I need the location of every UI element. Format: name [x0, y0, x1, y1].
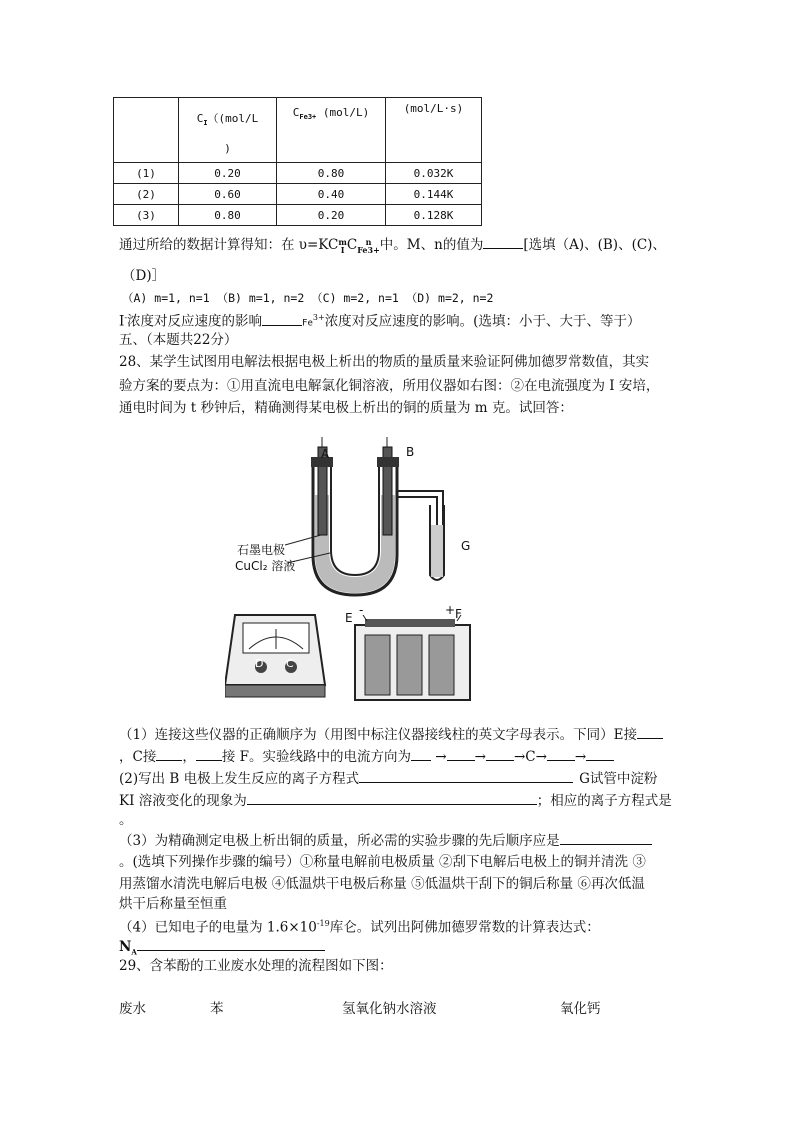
- cell-ci: 0.80: [179, 205, 277, 226]
- apparatus-figure: [225, 435, 500, 715]
- part3-line2: 。(选填下列操作步骤的编号）①称量电解前电极质量 ②刮下电解后电极上的铜并清洗 ③: [119, 854, 646, 870]
- answer-blank[interactable]: [359, 768, 573, 783]
- label-f: F: [455, 607, 462, 621]
- part2-line1: (2)写出 B 电极上发生反应的离子方程式 G试管中淀粉: [119, 768, 657, 789]
- flow-label-3: 氢氧化钠水溶液: [342, 1001, 437, 1017]
- table-row: [114, 184, 482, 205]
- answer-blank[interactable]: [156, 746, 182, 761]
- row-number: (1): [114, 163, 179, 184]
- q28-intro-2: 验方案的要点为：①用直流电电解氯化铜溶液，所用仪器如右图：②在电流强度为 I 安培，: [119, 378, 660, 394]
- options-line: （A) m=1, n=1 （B) m=1, n=2 （C) m=2, n=1 （D) m=2, n=2: [122, 291, 494, 305]
- cell-rate: 0.144K: [386, 184, 482, 205]
- label-b: B: [406, 445, 415, 459]
- answer-blank[interactable]: [196, 746, 222, 761]
- flow-label-1: 废水: [119, 1001, 146, 1017]
- label-a: A: [321, 447, 330, 461]
- table-header-ci: $C_I((mol/L$ ): [179, 98, 277, 163]
- table-header-rate: (mol/L·s): [386, 98, 482, 163]
- table-header-empty: [114, 98, 179, 163]
- label-g: G: [461, 539, 471, 553]
- part3-line3: 用蒸馏水清洗电解后电极 ④低温烘干电极后称量 ⑤低温烘干刮下的铜后称量 ⑥再次低温: [119, 876, 645, 892]
- apparatus-drawing: [225, 435, 500, 715]
- label-c: C: [286, 657, 294, 670]
- answer-blank[interactable]: [486, 746, 514, 761]
- part4-line2: $N_A$: [119, 936, 325, 963]
- flow-label-4: 氧化钙: [560, 1001, 601, 1017]
- label-e: E: [345, 611, 353, 625]
- label-electrode: 石墨电极: [237, 543, 286, 557]
- compare-sentence: I-浓度对反应速度的影响 $Fe^{3+}$浓度对反应速度的影响。(选填：小于、大于、等于）: [119, 308, 640, 334]
- label-minus: -: [359, 603, 364, 617]
- calc-sentence: 通过所给的数据计算得知：在 υ=KCm I C n Fe3+中。M、n的值为 [选填（A)、(B)、(C)、: [119, 234, 666, 255]
- label-plus: +: [445, 603, 456, 617]
- cell-rate: 0.128K: [386, 205, 482, 226]
- part4-line1: （4）已知电子的电量为 $1.6\times 10^{-19}$库仑。试列出阿佛加德罗常数的计算表达式：: [119, 919, 600, 936]
- calc-choice-cont: （D)］: [122, 268, 166, 284]
- answer-blank[interactable]: [262, 311, 302, 326]
- part1-line1: （1）连接这些仪器的正确顺序为（用图中标注仪器接线柱的英文字母表示。下同）E接: [119, 724, 663, 745]
- q29-title: 29、含苯酚的工业废水处理的流程图如下图：: [119, 958, 393, 974]
- cell-cfe: 0.40: [277, 184, 386, 205]
- part2-line2: KI 溶液变化的现象为 ；相应的离子方程式是: [119, 790, 672, 811]
- answer-blank[interactable]: [447, 746, 475, 761]
- cell-ci: 0.20: [179, 163, 277, 184]
- answer-blank[interactable]: [586, 746, 614, 761]
- rate-data-table: [113, 97, 482, 226]
- cell-cfe: 0.20: [277, 205, 386, 226]
- answer-blank[interactable]: [547, 746, 575, 761]
- answer-blank[interactable]: [560, 830, 652, 845]
- row-number: (2): [114, 184, 179, 205]
- part3-line1: （3）为精确测定电极上析出铜的质量，所必需的实验步骤的先后顺序应是: [119, 830, 652, 851]
- part2-line3: 。: [119, 812, 133, 828]
- cell-ci: 0.60: [179, 184, 277, 205]
- table-header-cfe: $C_{Fe3+}$ (mol/L): [277, 98, 386, 163]
- answer-blank[interactable]: [483, 234, 523, 249]
- table-row: [114, 163, 482, 184]
- label-d: D: [255, 657, 264, 670]
- label-cucl2: CuCl₂ 溶液: [235, 559, 296, 573]
- answer-blank[interactable]: [637, 724, 663, 739]
- q28-intro-3: 通电时间为 t 秒钟后，精确测得某电极上析出的铜的质量为 m 克。试回答：: [119, 400, 573, 416]
- row-number: (3): [114, 205, 179, 226]
- answer-blank[interactable]: [137, 936, 325, 951]
- cell-rate: 0.032K: [386, 163, 482, 184]
- flow-label-2: 苯: [210, 1001, 224, 1017]
- table-row: [114, 205, 482, 226]
- section-heading: 五、（本题共22分）: [119, 332, 238, 348]
- q28-intro-1: 28、某学生试图用电解法根据电极上析出的物质的量质量来验证阿佛加德罗常数值，其实: [119, 354, 650, 370]
- answer-blank[interactable]: [411, 746, 431, 761]
- answer-blank[interactable]: [247, 790, 537, 805]
- cell-cfe: 0.80: [277, 163, 386, 184]
- part1-line2: ，C接 ， 接 F。实验线路中的电流方向为 → → →C→ →: [119, 746, 614, 767]
- part3-line4: 烘干后称量至恒重: [119, 896, 227, 912]
